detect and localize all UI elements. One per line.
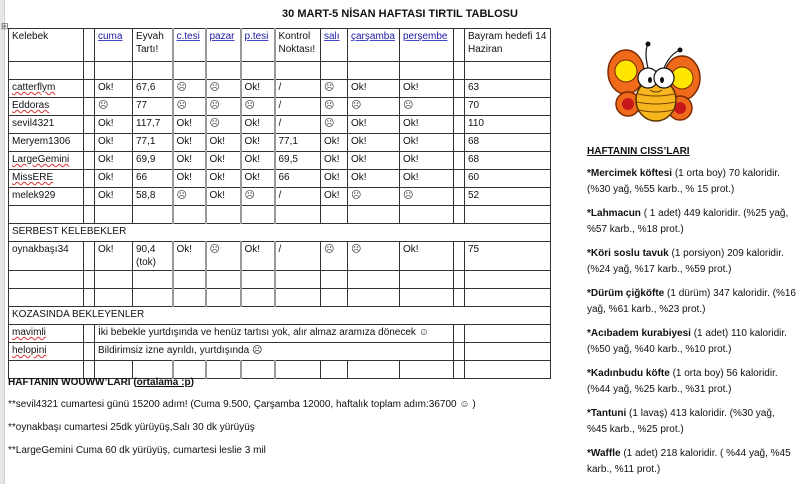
day-cell: [454, 152, 465, 170]
member-name: helopini: [9, 343, 84, 361]
day-cell: [84, 98, 95, 116]
day-cell: 52: [465, 188, 551, 206]
day-cell: Ok!: [321, 134, 348, 152]
day-cell: 68: [465, 134, 551, 152]
empty-cell: [9, 289, 84, 307]
day-cell: Ok!: [241, 152, 275, 170]
day-cell: 77,1: [275, 134, 321, 152]
member-name: catterflym: [9, 80, 84, 98]
column-header: pazar: [206, 29, 241, 62]
day-cell: ☹: [348, 242, 400, 271]
empty-cell: [275, 62, 321, 80]
empty-cell: [321, 289, 348, 307]
day-cell: Ok!: [95, 170, 133, 188]
day-cell: Ok!: [348, 134, 400, 152]
empty-cell: [465, 289, 551, 307]
empty-cell: [173, 271, 206, 289]
ciss-item: [587, 366, 797, 398]
empty-cell: [465, 62, 551, 80]
day-cell: [454, 98, 465, 116]
day-cell: /: [275, 242, 321, 271]
empty-cell: [206, 206, 241, 224]
empty-cell: [241, 289, 275, 307]
day-cell: ☹: [321, 242, 348, 271]
column-header: Kontrol Noktası!: [275, 29, 321, 62]
empty-cell: [348, 206, 400, 224]
day-cell: Ok!: [400, 242, 454, 271]
member-name: Meryem1306: [9, 134, 84, 152]
day-cell: ☹: [173, 98, 206, 116]
day-cell: Ok!: [321, 170, 348, 188]
column-header: p.tesi: [241, 29, 275, 62]
day-cell: 117,7: [133, 116, 173, 134]
butterfly-illustration: [604, 38, 704, 124]
empty-cell: [133, 289, 173, 307]
day-cell: /: [275, 80, 321, 98]
empty-cell: [206, 62, 241, 80]
food-name: Mercimek köftesi: [590, 168, 673, 179]
bullet-star: *: [587, 168, 591, 179]
table-row: [9, 188, 551, 206]
target-cell: [465, 325, 551, 343]
food-name: Tantuni: [590, 408, 627, 419]
food-name: Dürüm çiğköfte: [590, 288, 665, 299]
document-title: 30 MART-5 NİSAN HAFTASI TIRTIL TABLOSU: [282, 8, 518, 20]
ciss-item: [587, 326, 797, 358]
section-free-label: SERBEST KELEBEKLER: [9, 224, 551, 242]
day-cell: ☹: [95, 98, 133, 116]
food-detail: (1 orta boy) 56 kaloridir. (%44 yağ, %25 karb., %31 prot.): [587, 368, 778, 395]
day-cell: Ok!: [241, 170, 275, 188]
bullet-star: *: [587, 448, 591, 459]
day-cell: 58,8: [133, 188, 173, 206]
day-cell: 70: [465, 98, 551, 116]
empty-cell: [465, 206, 551, 224]
day-cell: Ok!: [241, 242, 275, 271]
empty-cell: [241, 206, 275, 224]
ciss-item: [587, 286, 797, 318]
day-cell: Ok!: [95, 134, 133, 152]
empty-cell: [275, 206, 321, 224]
day-cell: ☹: [206, 80, 241, 98]
empty-cell: [9, 271, 84, 289]
day-cell: 69,9: [133, 152, 173, 170]
wouww-section: [8, 376, 578, 467]
day-cell: [454, 242, 465, 271]
empty-cell: [454, 206, 465, 224]
column-header: salı: [321, 29, 348, 62]
bullet-star: *: [587, 248, 591, 259]
day-cell: [84, 170, 95, 188]
day-cell: ☹: [400, 98, 454, 116]
section-cocoon: [9, 307, 551, 325]
empty-cell: [173, 62, 206, 80]
day-cell: 90,4 (tok): [133, 242, 173, 271]
ciss-item: [587, 446, 797, 478]
day-cell: Ok!: [400, 170, 454, 188]
empty-cell: [95, 271, 133, 289]
food-name: Kadınbudu köfte: [590, 368, 670, 379]
section-free: [9, 224, 551, 242]
day-cell: ☹: [321, 98, 348, 116]
day-cell: 60: [465, 170, 551, 188]
day-cell: Ok!: [206, 134, 241, 152]
empty-cell: [84, 271, 95, 289]
table-row: [9, 242, 551, 271]
table-row: [9, 80, 551, 98]
day-cell: ☹: [206, 98, 241, 116]
bullet-star: *: [587, 288, 591, 299]
food-name: Köri soslu tavuk: [590, 248, 669, 259]
day-cell: ☹: [321, 80, 348, 98]
caterpillar-table: [8, 28, 551, 379]
member-name: melek929: [9, 188, 84, 206]
day-cell: Ok!: [206, 170, 241, 188]
spacer-cell: [454, 343, 465, 361]
wouww-line: **LargeGemini Cuma 60 dk yürüyüş, cumartesi leslie 3 mil: [8, 445, 266, 456]
column-header: perşembe: [400, 29, 454, 62]
spacer-cell: [454, 325, 465, 343]
column-header: Eyvah Tartı!: [133, 29, 173, 62]
day-cell: 66: [275, 170, 321, 188]
empty-cell: [321, 206, 348, 224]
day-cell: Ok!: [206, 152, 241, 170]
target-cell: [465, 343, 551, 361]
empty-cell: [400, 289, 454, 307]
column-header: Kelebek: [9, 29, 84, 62]
day-cell: Ok!: [348, 152, 400, 170]
day-cell: ☹: [321, 116, 348, 134]
empty-cell: [9, 62, 84, 80]
empty-row: [9, 271, 551, 289]
ciss-item: [587, 406, 797, 438]
empty-cell: [95, 289, 133, 307]
table-move-handle-icon[interactable]: ⊞: [1, 21, 9, 31]
day-cell: 75: [465, 242, 551, 271]
day-cell: Ok!: [241, 80, 275, 98]
day-cell: [454, 188, 465, 206]
empty-cell: [275, 271, 321, 289]
empty-cell: [206, 271, 241, 289]
member-name: sevil4321: [9, 116, 84, 134]
day-cell: Ok!: [95, 152, 133, 170]
empty-cell: [348, 289, 400, 307]
day-cell: /: [275, 116, 321, 134]
bullet-star: *: [587, 208, 591, 219]
day-cell: Ok!: [321, 188, 348, 206]
day-cell: Ok!: [241, 134, 275, 152]
bullet-star: *: [587, 368, 591, 379]
empty-cell: [321, 62, 348, 80]
day-cell: Ok!: [348, 116, 400, 134]
food-detail: (1 dürüm) 347 kaloridir. (%16 yağ, %61 karb., %23 prot.): [587, 288, 796, 315]
day-cell: Ok!: [173, 152, 206, 170]
food-detail: ( 1 adet) 449 kaloridir. (%25 yağ, %57 karb., %18 prot.): [587, 208, 789, 235]
day-cell: [454, 170, 465, 188]
cocoon-row: [9, 343, 551, 361]
column-header: Bayram hedefi 14 Haziran: [465, 29, 551, 62]
empty-cell: [454, 271, 465, 289]
empty-cell: [275, 289, 321, 307]
day-cell: Ok!: [348, 80, 400, 98]
day-cell: Ok!: [400, 134, 454, 152]
ciss-panel: [587, 144, 797, 486]
empty-cell: [95, 206, 133, 224]
day-cell: ☹: [241, 98, 275, 116]
day-cell: Ok!: [241, 116, 275, 134]
table-header-row: [9, 29, 551, 62]
column-header: c.tesi: [173, 29, 206, 62]
day-cell: Ok!: [173, 170, 206, 188]
day-cell: ☹: [241, 188, 275, 206]
ciss-header: HAFTANIN CISS’LARI: [587, 146, 690, 157]
page-edge: [0, 0, 5, 484]
food-detail: (1 orta boy) 70 kaloridir. (%30 yağ, %55 karb., % 15 prot.): [587, 168, 780, 195]
food-detail: (1 adet) 110 kaloridir. (%50 yağ, %40 karb., %10 prot.): [587, 328, 787, 355]
bullet-star: *: [587, 328, 591, 339]
day-cell: Ok!: [206, 188, 241, 206]
cocoon-row: [9, 325, 551, 343]
day-cell: Ok!: [95, 242, 133, 271]
day-cell: Ok!: [400, 116, 454, 134]
empty-row: [9, 62, 551, 80]
day-cell: ☹: [348, 188, 400, 206]
ciss-item: [587, 206, 797, 238]
table-row: [9, 98, 551, 116]
empty-cell: [133, 206, 173, 224]
day-cell: Ok!: [400, 152, 454, 170]
empty-cell: [173, 206, 206, 224]
empty-row: [9, 206, 551, 224]
day-cell: ☹: [173, 80, 206, 98]
day-cell: ☹: [348, 98, 400, 116]
empty-cell: [241, 62, 275, 80]
day-cell: ☹: [173, 188, 206, 206]
cocoon-note: Bildirimsiz izne ayrıldı, yurtdışında ☹: [95, 343, 454, 361]
column-header: çarşamba: [348, 29, 400, 62]
day-cell: [84, 188, 95, 206]
empty-cell: [241, 271, 275, 289]
member-name: LargeGemini: [9, 152, 84, 170]
day-cell: 66: [133, 170, 173, 188]
empty-cell: [348, 62, 400, 80]
section-cocoon-label: KOZASINDA BEKLEYENLER: [9, 307, 551, 325]
empty-cell: [84, 206, 95, 224]
empty-row: [9, 289, 551, 307]
member-name: MissERE: [9, 170, 84, 188]
spacer-cell: [84, 343, 95, 361]
empty-cell: [173, 289, 206, 307]
empty-cell: [400, 206, 454, 224]
day-cell: Ok!: [348, 170, 400, 188]
empty-cell: [9, 206, 84, 224]
ciss-item: [587, 246, 797, 278]
day-cell: [454, 116, 465, 134]
day-cell: 69,5: [275, 152, 321, 170]
food-name: Lahmacun: [590, 208, 641, 219]
cocoon-note: İki bebekle yurtdışında ve henüz tartısı yok, alır almaz aramıza dönecek ☺: [95, 325, 454, 343]
day-cell: 77: [133, 98, 173, 116]
food-detail: (1 porsiyon) 209 kaloridir. (%24 yağ, %17 karb., %59 prot.): [587, 248, 784, 275]
day-cell: [454, 134, 465, 152]
day-cell: 77,1: [133, 134, 173, 152]
empty-cell: [133, 271, 173, 289]
table-row: [9, 152, 551, 170]
food-detail: (1 adet) 218 kaloridir. ( %44 yağ, %45 karb., %11 prot.): [587, 448, 791, 475]
wouww-line: **sevil4321 cumartesi günü 15200 adım! (Cuma 9.500, Çarşamba 12000, haftalık toplam adım:36700 ☺ ): [8, 399, 476, 410]
day-cell: Ok!: [95, 80, 133, 98]
day-cell: Ok!: [321, 152, 348, 170]
empty-cell: [84, 62, 95, 80]
day-cell: [84, 152, 95, 170]
day-cell: 110: [465, 116, 551, 134]
empty-cell: [400, 62, 454, 80]
day-cell: ☹: [206, 116, 241, 134]
day-cell: ☹: [400, 188, 454, 206]
day-cell: [84, 134, 95, 152]
column-header: [84, 29, 95, 62]
column-header: [454, 29, 465, 62]
empty-cell: [321, 271, 348, 289]
day-cell: 63: [465, 80, 551, 98]
empty-cell: [400, 271, 454, 289]
empty-cell: [454, 62, 465, 80]
column-header: cuma: [95, 29, 133, 62]
day-cell: Ok!: [95, 116, 133, 134]
ciss-item: [587, 166, 797, 198]
food-detail: (1 lavaş) 413 kaloridir. (%30 yağ, %45 karb., %25 prot.): [587, 408, 775, 435]
day-cell: Ok!: [95, 188, 133, 206]
day-cell: ☹: [206, 242, 241, 271]
empty-cell: [348, 271, 400, 289]
table-row: [9, 170, 551, 188]
day-cell: [454, 80, 465, 98]
day-cell: Ok!: [173, 116, 206, 134]
wouww-header: HAFTANIN WOUWW’LARI (ortalama :p): [8, 377, 194, 388]
day-cell: [84, 242, 95, 271]
member-name: Eddoras: [9, 98, 84, 116]
day-cell: Ok!: [173, 242, 206, 271]
wouww-line: **oynakbaşı cumartesi 25dk yürüyüş,Salı 30 dk yürüyüş: [8, 422, 255, 433]
day-cell: Ok!: [400, 80, 454, 98]
member-name: mavimli: [9, 325, 84, 343]
ortalama-link[interactable]: ortalama :p: [136, 377, 191, 388]
day-cell: [84, 116, 95, 134]
empty-cell: [465, 271, 551, 289]
food-name: Acıbadem kurabiyesi: [590, 328, 691, 339]
empty-cell: [206, 289, 241, 307]
food-name: Waffle: [590, 448, 621, 459]
spacer-cell: [84, 325, 95, 343]
day-cell: /: [275, 188, 321, 206]
day-cell: 68: [465, 152, 551, 170]
bullet-star: *: [587, 408, 591, 419]
member-name: oynakbaşı34: [9, 242, 84, 271]
day-cell: 67,6: [133, 80, 173, 98]
empty-cell: [84, 289, 95, 307]
table-row: [9, 134, 551, 152]
empty-cell: [454, 289, 465, 307]
table-row: [9, 116, 551, 134]
day-cell: [84, 80, 95, 98]
empty-cell: [95, 62, 133, 80]
day-cell: Ok!: [173, 134, 206, 152]
empty-cell: [133, 62, 173, 80]
day-cell: /: [275, 98, 321, 116]
